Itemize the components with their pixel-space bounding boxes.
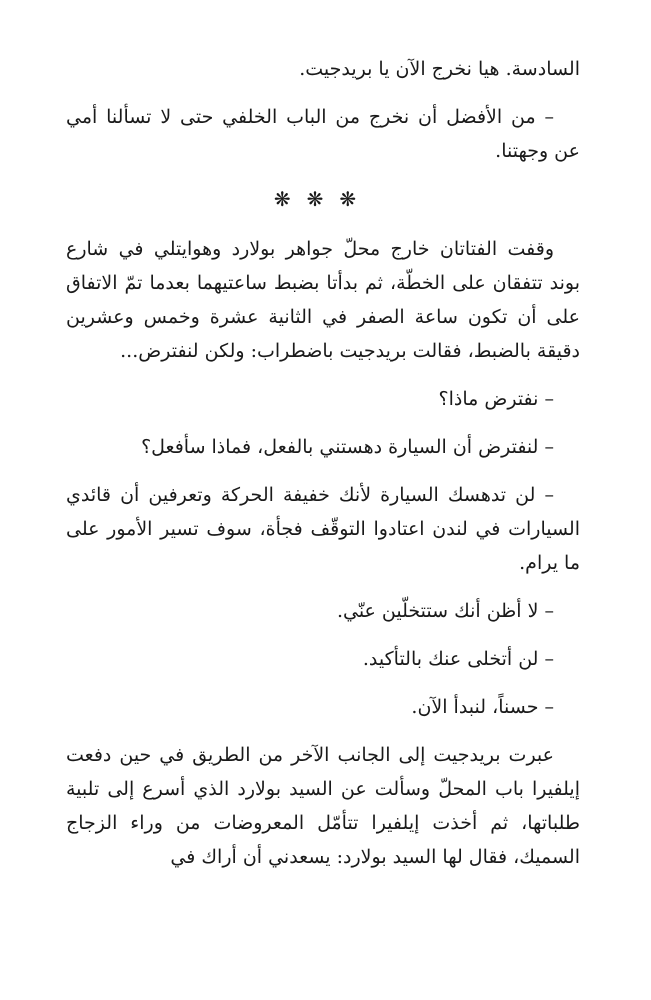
- dialog-line: – من الأفضل أن نخرج من الباب الخلفي حتى لا تسألنا أمي عن وجهتنا.: [66, 106, 580, 162]
- dialog-line: – لن تدهسك السيارة لأنك خفيفة الحركة وتعرفين أن قائدي السيارات في لندن اعتادوا التوقّف فجأة، سوف تسير الأمور على ما يرام.: [66, 484, 580, 574]
- dialog-line: – نفترض ماذا؟: [438, 388, 554, 410]
- paragraph-continuation: السادسة. هيا نخرج الآن يا بريدجيت.: [299, 58, 580, 80]
- asterism-glyph: ❋: [273, 187, 307, 211]
- asterism-glyph: ❋: [339, 187, 373, 211]
- book-page: [66, 52, 580, 888]
- narrative-paragraph: وقفت الفتاتان خارج محلّ جواهر بولارد وهوايتلي في شارع بوند تتفقان على الخطّة، ثم بدأتا بضبط ساعتيهما بعدما تمّ الاتفاق على أن تكون ساعة الصفر في الثانية عشرة وخمس وعشرين دقيقة بالضبط، فقالت بريدجيت باضطراب: ولكن لنفترض...: [66, 238, 580, 362]
- section-separator: [66, 182, 580, 216]
- narrative-paragraph: عبرت بريدجيت إلى الجانب الآخر من الطريق في حين دفعت إيلفيرا باب المحلّ وسألت عن السيد بولارد الذي أسرع إلى تلبية طلباتها، ثم أخذت إيلفيرا تتأمّل المعروضات من وراء الزجاج السميك، فقال لها السيد بولارد: يسعدني أن أراك في: [66, 744, 580, 868]
- dialog-line: – لنفترض أن السيارة دهستني بالفعل، فماذا سأفعل؟: [141, 436, 554, 458]
- dialog-line: – حسناً، لنبدأ الآن.: [411, 696, 554, 718]
- dialog-line: – لن أتخلى عنك بالتأكيد.: [362, 648, 554, 670]
- asterism-glyph: ❋: [306, 187, 340, 211]
- dialog-line: – لا أظن أنك ستتخلّين عنّي.: [336, 600, 554, 622]
